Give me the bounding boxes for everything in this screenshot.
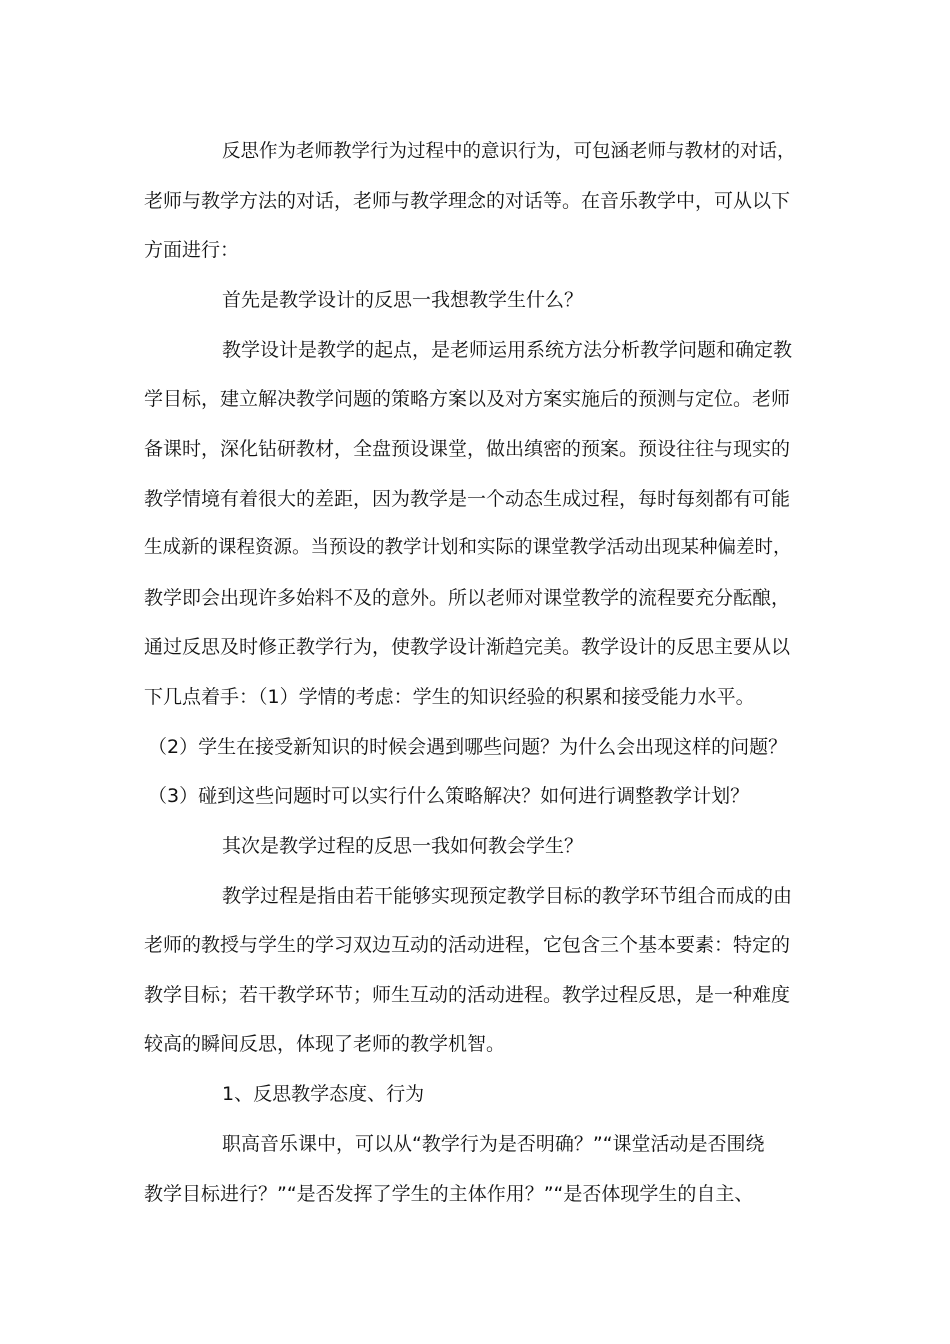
text-line: 学目标，建立解决教学问题的策略方案以及对方案实施后的预测与定位。老师	[144, 388, 791, 410]
text-line: （3）碰到这些问题时可以实行什么策略解决？如何进行调整教学计划？	[148, 785, 750, 807]
text-line: 职高音乐课中，可以从“教学行为是否明确？”“课堂活动是否围绕	[222, 1133, 765, 1155]
text-line: 首先是教学设计的反思一我想教学生什么？	[222, 289, 584, 311]
text-line: 1、反思教学态度、行为	[222, 1083, 425, 1105]
text-line: 备课时，深化钻研教材，全盘预设课堂，做出缜密的预案。预设往往与现实的	[144, 438, 791, 460]
text-line: 教学目标进行？”“是否发挥了学生的主体作用？”“是否体现学生的自主、	[144, 1183, 754, 1205]
text-line: 教学目标；若干教学环节；师生互动的活动进程。教学过程反思，是一种难度	[144, 984, 791, 1006]
text-line: 教学情境有着很大的差距，因为教学是一个动态生成过程，每时每刻都有可能	[144, 488, 791, 510]
text-line: 其次是教学过程的反思一我如何教会学生？	[222, 835, 584, 857]
text-line: 生成新的课程资源。当预设的教学计划和实际的课堂教学活动出现某种偏差时，	[144, 537, 792, 558]
text-line: 老师的教授与学生的学习双边互动的活动进程，它包含三个基本要素：特定的	[144, 934, 791, 956]
text-line: （2）学生在接受新知识的时候会遇到哪些问题？为什么会出现这样的问题？	[148, 736, 788, 758]
text-line: 下几点着手：（1）学情的考虑：学生的知识经验的积累和接受能力水平。	[144, 686, 755, 708]
text-line: 教学过程是指由若干能够实现预定教学目标的教学环节组合而成的由	[222, 885, 793, 907]
text-line: 老师与教学方法的对话，老师与教学理念的对话等。在音乐教学中，可从以下	[144, 190, 791, 212]
text-line: 教学设计是教学的起点，是老师运用系统方法分析教学问题和确定教	[222, 339, 793, 361]
text-line: 反思作为老师教学行为过程中的意识行为，可包涵老师与教材的对话，	[222, 141, 796, 162]
text-line: 通过反思及时修正教学行为，使教学设计渐趋完美。教学设计的反思主要从以	[144, 636, 791, 658]
text-line: 较高的瞬间反思，体现了老师的教学机智。	[144, 1033, 506, 1055]
text-line: 方面进行：	[144, 239, 240, 261]
text-line: 教学即会出现许多始料不及的意外。所以老师对课堂教学的流程要充分酝酿，	[144, 587, 791, 609]
